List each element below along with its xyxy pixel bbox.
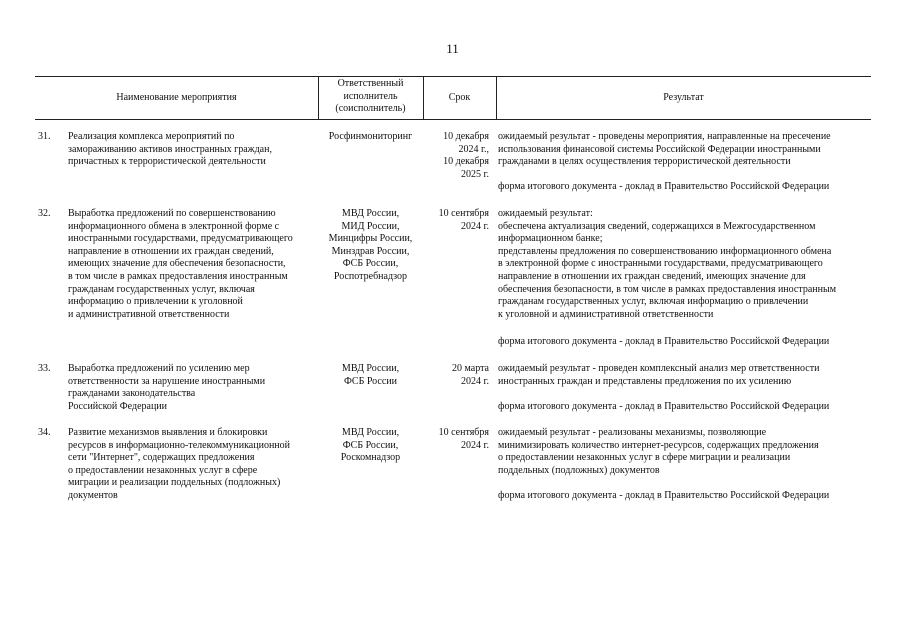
page-number: 11 <box>446 41 459 56</box>
measure-name-line: сети "Интернет", содержащих предложения <box>68 452 255 464</box>
deadline-line: 2024 г. <box>461 439 489 451</box>
header-bottom-rule <box>35 119 871 120</box>
measure-name-line: в том числе в рамках предоставления иностранным <box>68 270 288 282</box>
result-line: о предоставлении незаконных услуг в сфере миграции и реализации <box>498 452 791 464</box>
expected-result <box>498 427 868 477</box>
deadline-line: 10 сентября <box>438 208 489 219</box>
row-number: 31. <box>38 131 51 142</box>
deadline-line: 20 марта <box>452 363 489 374</box>
result-line: обеспечения безопасности, в том числе в рамках предоставления иностранным <box>498 283 837 295</box>
result-line: гражданам государственных услуг, включая информацию о привлечении <box>498 296 809 308</box>
deadline-line: 2024 г. <box>461 220 489 232</box>
result-line: к уголовной и административной ответственности <box>498 308 714 320</box>
responsible-line: ФСБ России, <box>342 439 399 451</box>
result-line: иностранных граждан и представлены предложения по их усилению <box>498 375 792 387</box>
final-document-form: форма итогового документа - доклад в Правительство Российской Федерации <box>498 181 830 192</box>
measure-name-line: и административной ответственности <box>68 308 230 320</box>
header-name: Наименование мероприятия <box>116 92 237 103</box>
responsible-line: Росфинмониторинг <box>328 131 413 142</box>
measure-name-line: гражданам государственных услуг, включая <box>68 283 255 295</box>
result-line: ожидаемый результат - проведены мероприятия, направленные на пресечение <box>498 131 831 142</box>
result-line: ожидаемый результат - проведен комплексный анализ мер ответственности <box>498 363 820 374</box>
row-number: 34. <box>38 427 51 438</box>
measure-name-line: миграции и реализации поддельных (подложных) <box>68 477 281 489</box>
measure-name-line: гражданами законодательства <box>68 388 196 400</box>
result-line: ожидаемый результат: <box>498 208 593 219</box>
deadline <box>423 131 489 181</box>
measure-name <box>68 363 318 413</box>
deadline-line: 2024 г., <box>458 143 489 155</box>
responsible-line: ФСБ России <box>344 375 397 387</box>
expected-result <box>498 363 868 388</box>
final-document-form: форма итогового документа - доклад в Правительство Российской Федерации <box>498 490 830 501</box>
measure-name-line: направление в отношении их граждан сведений, <box>68 245 274 257</box>
measure-name-line: замораживанию активов иностранных граждан, <box>68 143 272 155</box>
deadline <box>423 427 489 452</box>
result-line: в электронной форме с иностранными государствами, предусматривающего <box>498 258 823 270</box>
measure-name <box>68 427 318 503</box>
responsible-line: Минцифры России, <box>328 233 413 245</box>
measure-name-line: Реализация комплекса мероприятий по <box>68 131 235 142</box>
deadline <box>423 363 489 388</box>
header-term: Срок <box>448 92 471 103</box>
measure-name-line: информационного обмена в электронной форме с <box>68 220 280 232</box>
result-line: гражданами в целях осуществления террористической деятельности <box>498 156 791 168</box>
row-number: 33. <box>38 363 51 374</box>
responsible-executor <box>318 208 423 284</box>
deadline-line: 2024 г. <box>461 375 489 387</box>
responsible-line: МВД России, <box>341 427 400 438</box>
result-line: ожидаемый результат - реализованы механизмы, позволяющие <box>498 427 767 438</box>
deadline-line: 10 декабря <box>443 131 489 142</box>
header-result: Результат <box>663 92 704 103</box>
result-line: использования финансовой системы Российской Федерации иностранными <box>498 143 821 155</box>
result-line: представлены предложения по совершенствованию информационного обмена <box>498 245 832 257</box>
result-line: обеспечена актуализация сведений, содержащихся в Межгосударственном <box>498 220 816 232</box>
measure-name-line: иностранными государствами, предусматривающего <box>68 233 293 245</box>
measure-name-line: информацию о привлечении к уголовной <box>68 296 243 308</box>
measure-name-line: имеющих значение для обеспечения безопасности, <box>68 258 286 270</box>
responsible-line: Минздрав России, <box>331 245 410 257</box>
responsible-line: МИД России, <box>341 220 400 232</box>
measure-name <box>68 208 318 321</box>
header-responsible <box>318 78 423 116</box>
row-number: 32. <box>38 208 51 219</box>
measure-name-line: Российской Федерации <box>68 400 168 412</box>
header-responsible-line: (соисполнитель) <box>335 103 406 115</box>
measure-name-line: причастных к террористической деятельности <box>68 156 266 168</box>
measure-name-line: Выработка предложений по совершенствованию <box>68 208 276 219</box>
responsible-executor <box>318 427 423 465</box>
header-top-rule <box>35 76 871 77</box>
expected-result <box>498 131 868 169</box>
measure-name <box>68 131 318 169</box>
deadline-line: 2025 г. <box>461 168 489 180</box>
measure-name-line: документов <box>68 489 118 501</box>
responsible-line: Роспотребнадзор <box>333 270 408 282</box>
result-line: поддельных (подложных) документов <box>498 464 660 476</box>
deadline <box>423 208 489 233</box>
deadline-line: 10 декабря <box>443 156 489 168</box>
responsible-line: МВД России, <box>341 208 400 219</box>
responsible-line: Роскомнадзор <box>340 452 401 464</box>
expected-result <box>498 208 868 321</box>
final-document-form: форма итогового документа - доклад в Правительство Российской Федерации <box>498 336 830 347</box>
measure-name-line: Выработка предложений по усилению мер <box>68 363 250 374</box>
measure-name-line: ответственности за нарушение иностранными <box>68 375 266 387</box>
responsible-line: ФСБ России, <box>342 258 399 270</box>
header-responsible-line: исполнитель <box>343 90 398 102</box>
measure-name-line: ресурсов в информационно-телекоммуникационной <box>68 439 291 451</box>
measure-name-line: Развитие механизмов выявления и блокировки <box>68 427 268 438</box>
result-line: направление в отношении их граждан сведений, имеющих значение для <box>498 270 806 282</box>
result-line: минимизировать количество интернет-ресурсов, содержащих предложения <box>498 439 819 451</box>
result-line: информационном банке; <box>498 233 603 245</box>
final-document-form: форма итогового документа - доклад в Правительство Российской Федерации <box>498 401 830 412</box>
responsible-executor <box>318 363 423 388</box>
measure-name-line: о предоставлении незаконных услуг в сфере <box>68 464 258 476</box>
deadline-line: 10 сентября <box>438 427 489 438</box>
responsible-line: МВД России, <box>341 363 400 374</box>
header-responsible-line: Ответственный <box>337 78 404 89</box>
responsible-executor <box>318 131 423 144</box>
